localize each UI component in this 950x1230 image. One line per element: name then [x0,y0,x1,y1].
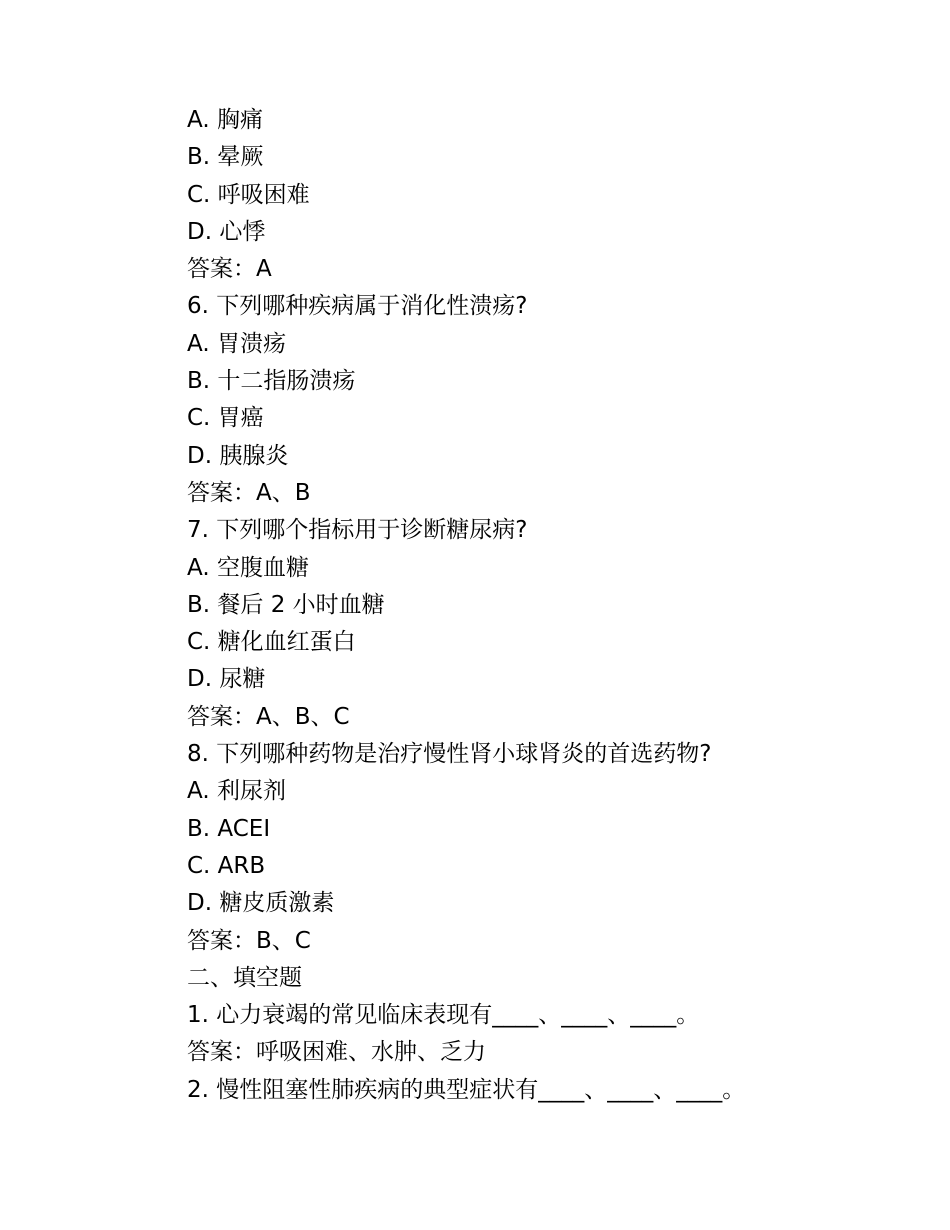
fill-blank-question-1-text: 1. 心力衰竭的常见临床表现有____、____、____。 [187,1002,700,1029]
section-heading: 二、填空题 [187,964,302,991]
document-content [187,102,887,1109]
option-d-text: D. 胰腺炎 [187,442,289,469]
option-b-text: B. 餐后 2 小时血糖 [187,591,385,618]
option-a-text: A. 利尿剂 [187,778,286,805]
answer-text: 答案：A、B、C [187,703,350,730]
answer-text: 答案：呼吸困难、水肿、乏力 [187,1039,486,1066]
option-d-text: D. 糖皮质激素 [187,890,335,917]
option-a-text: A. 空腹血糖 [187,554,309,581]
option-d-text: D. 尿糖 [187,666,266,693]
option-c-text: C. 呼吸困难 [187,181,310,208]
answer-text: 答案：A [187,256,272,283]
option-b-text: B. 晕厥 [187,144,264,171]
answer-text: 答案：A、B [187,479,311,506]
option-c-text: C. 胃癌 [187,405,264,432]
fill-blank-question-2-text: 2. 慢性阻塞性肺疾病的典型症状有____、____、____。 [187,1076,746,1103]
question-8-text: 8. 下列哪种药物是治疗慢性肾小球肾炎的首选药物? [187,741,712,768]
option-b-text: B. ACEI [187,815,271,842]
option-c-text: C. 糖化血红蛋白 [187,629,356,656]
question-6-text: 6. 下列哪种疾病属于消化性溃疡? [187,293,528,320]
option-a-text: A. 胸痛 [187,107,263,133]
option-a-text: A. 胃溃疡 [187,330,286,357]
option-d-text: D. 心悸 [187,218,266,245]
answer-text: 答案：B、C [187,927,311,954]
option-c-text: C. ARB [187,852,266,879]
question-7-text: 7. 下列哪个指标用于诊断糖尿病? [187,517,528,544]
option-b-text: B. 十二指肠溃疡 [187,368,356,395]
